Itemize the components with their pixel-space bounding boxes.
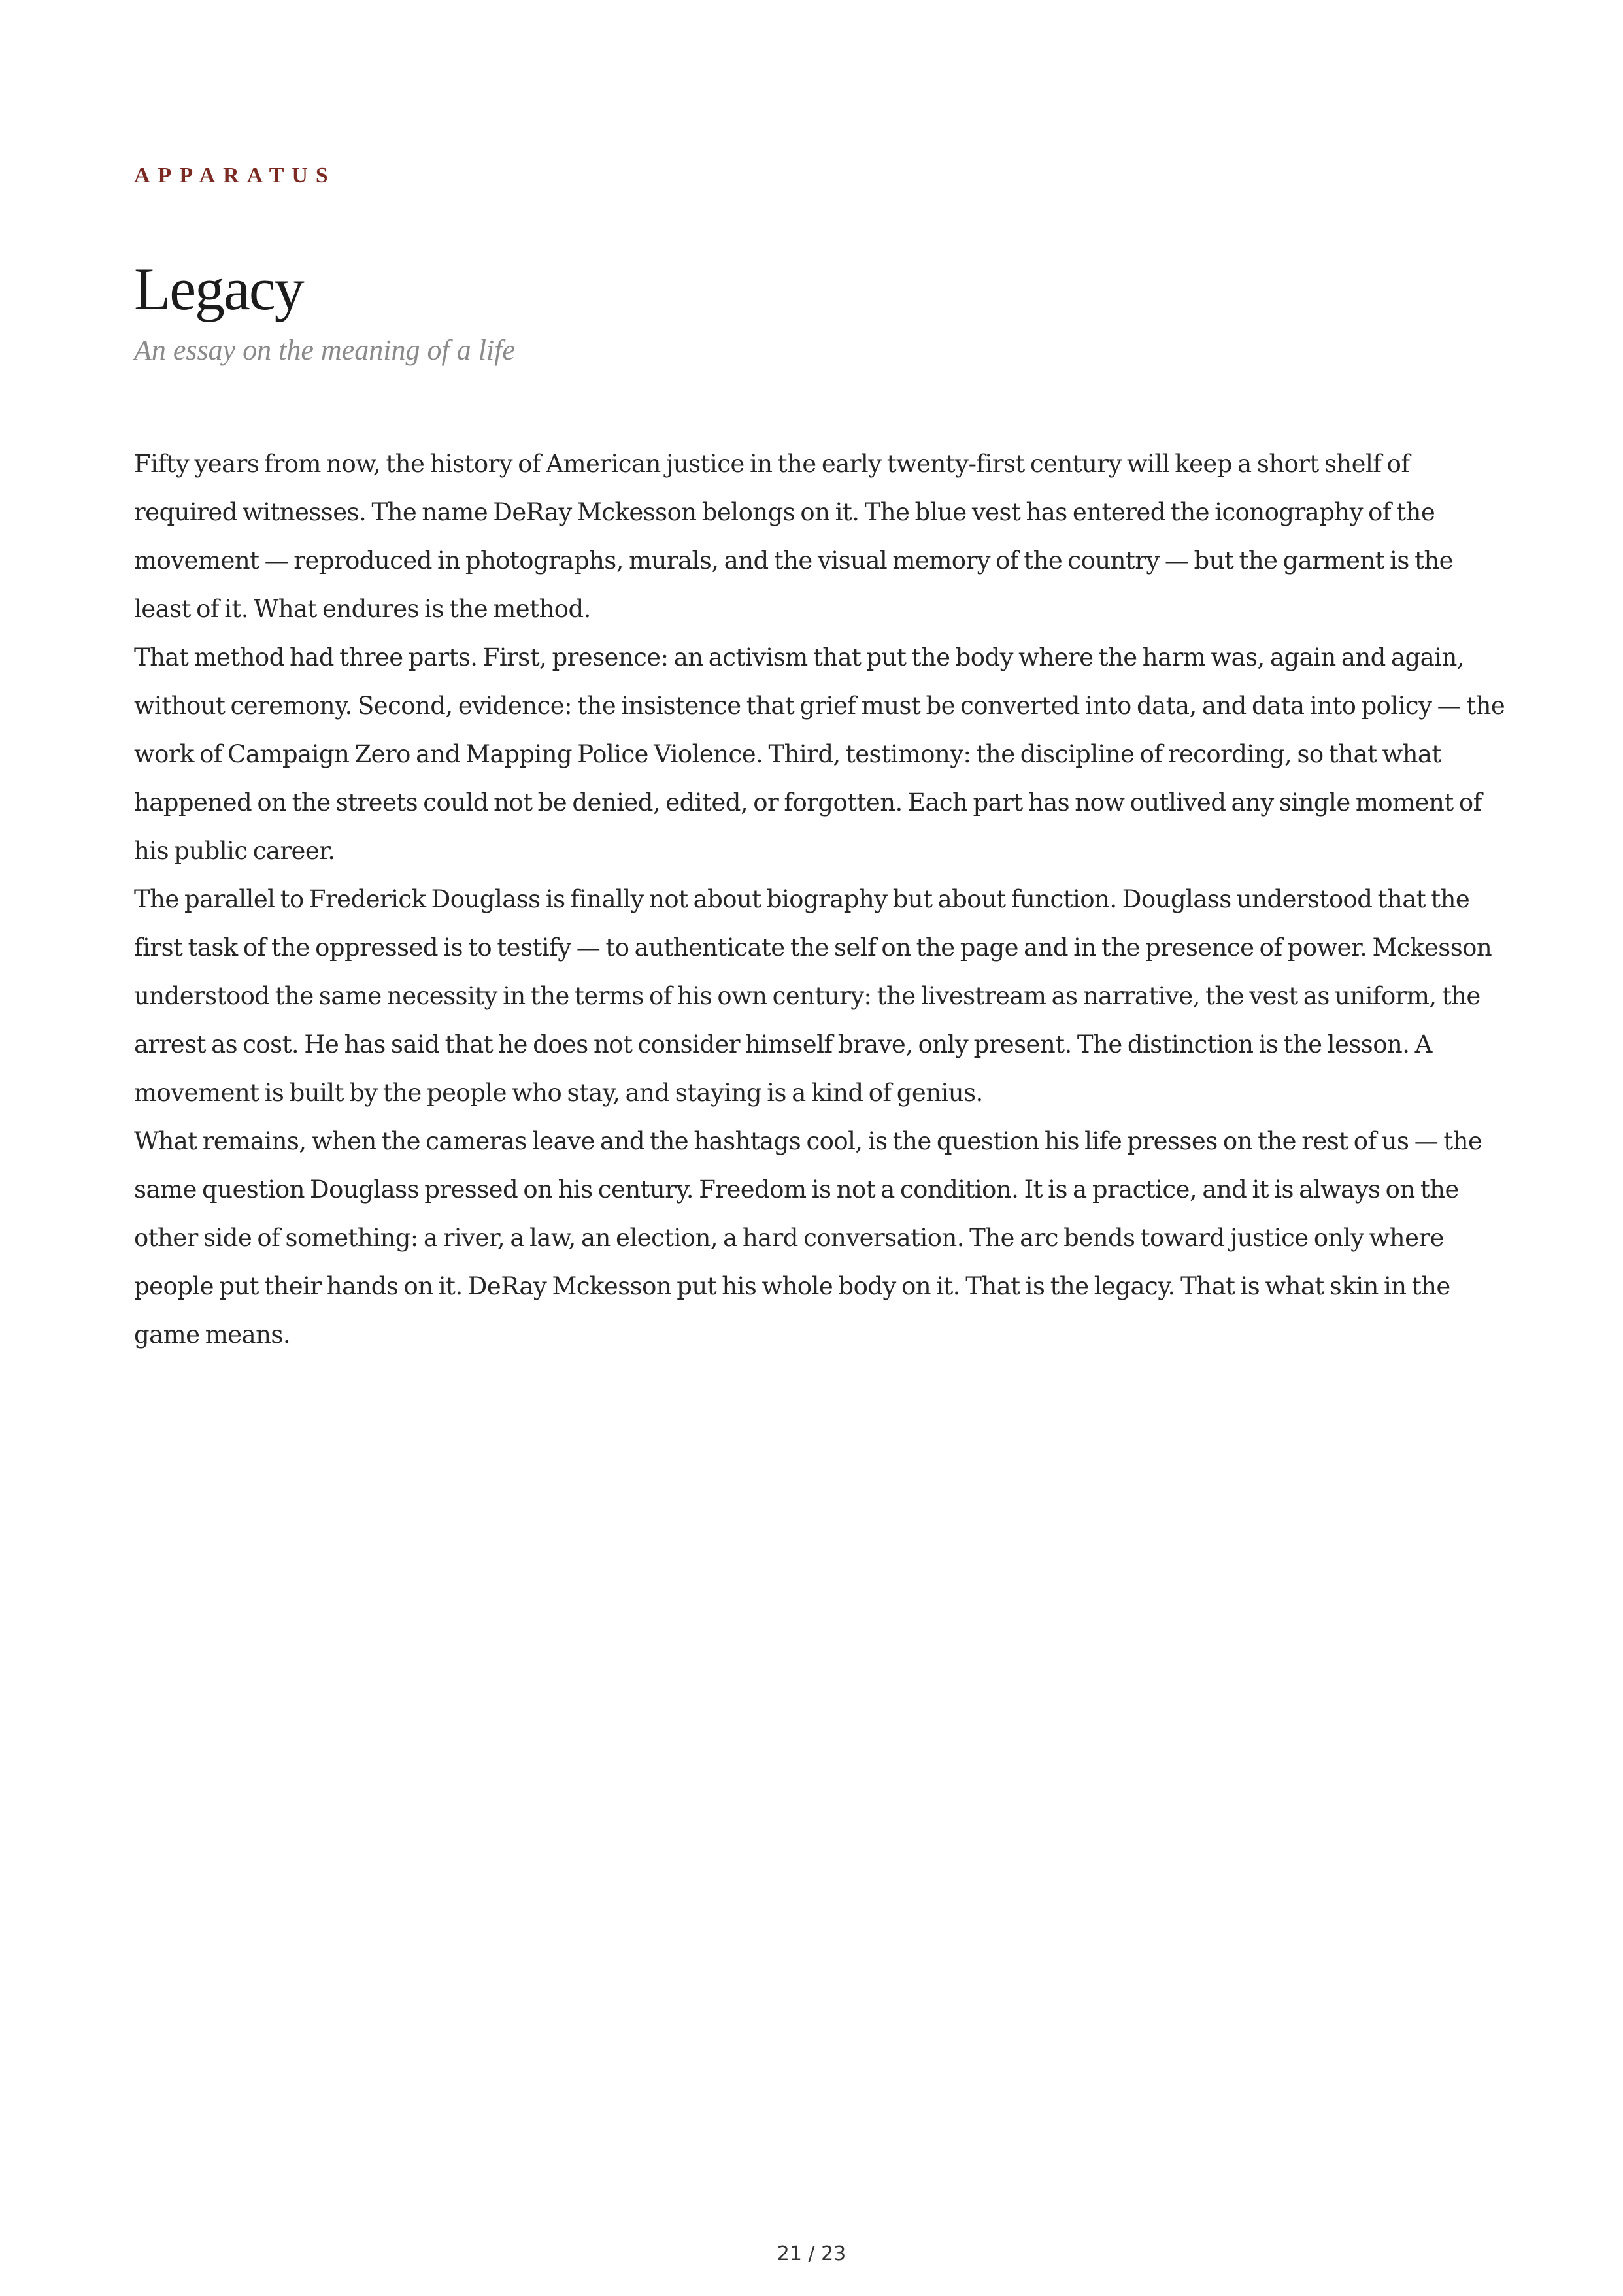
paragraph: Fifty years from now, the history of American justice in the early twenty-first century will keep a short shelf of required witnesses. The name DeRay Mckesson belongs on it. The blue vest has entered the iconography of the movement — reproduced in photographs, murals, and the visual memory of the country — but the garment is the least of it. What endures is the method. — [134, 450, 1454, 623]
page-number: 21 / 23 — [777, 2242, 846, 2265]
section-kicker: APPARATUS — [134, 163, 336, 188]
page-title: Legacy — [134, 255, 303, 322]
page-subtitle: An essay on the meaning of a life — [134, 334, 515, 366]
essay-body — [134, 440, 1507, 1359]
paragraph: That method had three parts. First, presence: an activism that put the body where the harm was, again and again, without ceremony. Second, evidence: the insistence that grief must be converted into data, and data into policy — the work of Campaign Zero and Mapping Police Violence. Third, testimony: the discipline of recording, so that what happened on the streets could not be denied, edited, or forgotten. Each part has now outlived any single moment of his public career. — [134, 643, 1505, 865]
paragraph: The parallel to Frederick Douglass is finally not about biography but about function. Douglass understood that the first task of the oppressed is to testify — to authenticate the self on the page and in the presence of power. Mckesson understood the same necessity in the terms of his own century: the livestream as narrative, the vest as uniform, the arrest as cost. He has said that he does not consider himself brave, only present. The distinction is the lesson. A movement is built by the people who stay, and staying is a kind of genius. — [134, 885, 1492, 1107]
paragraph: What remains, when the cameras leave and the hashtags cool, is the question his life presses on the rest of us — the same question Douglass pressed on his century. Freedom is not a condition. It is a practice, and it is always on the other side of something: a river, a law, an election, a hard conversation. The arc bends toward justice only where people put their hands on it. DeRay Mckesson put his whole body on it. That is the legacy. That is what skin in the game means. — [134, 1127, 1482, 1349]
